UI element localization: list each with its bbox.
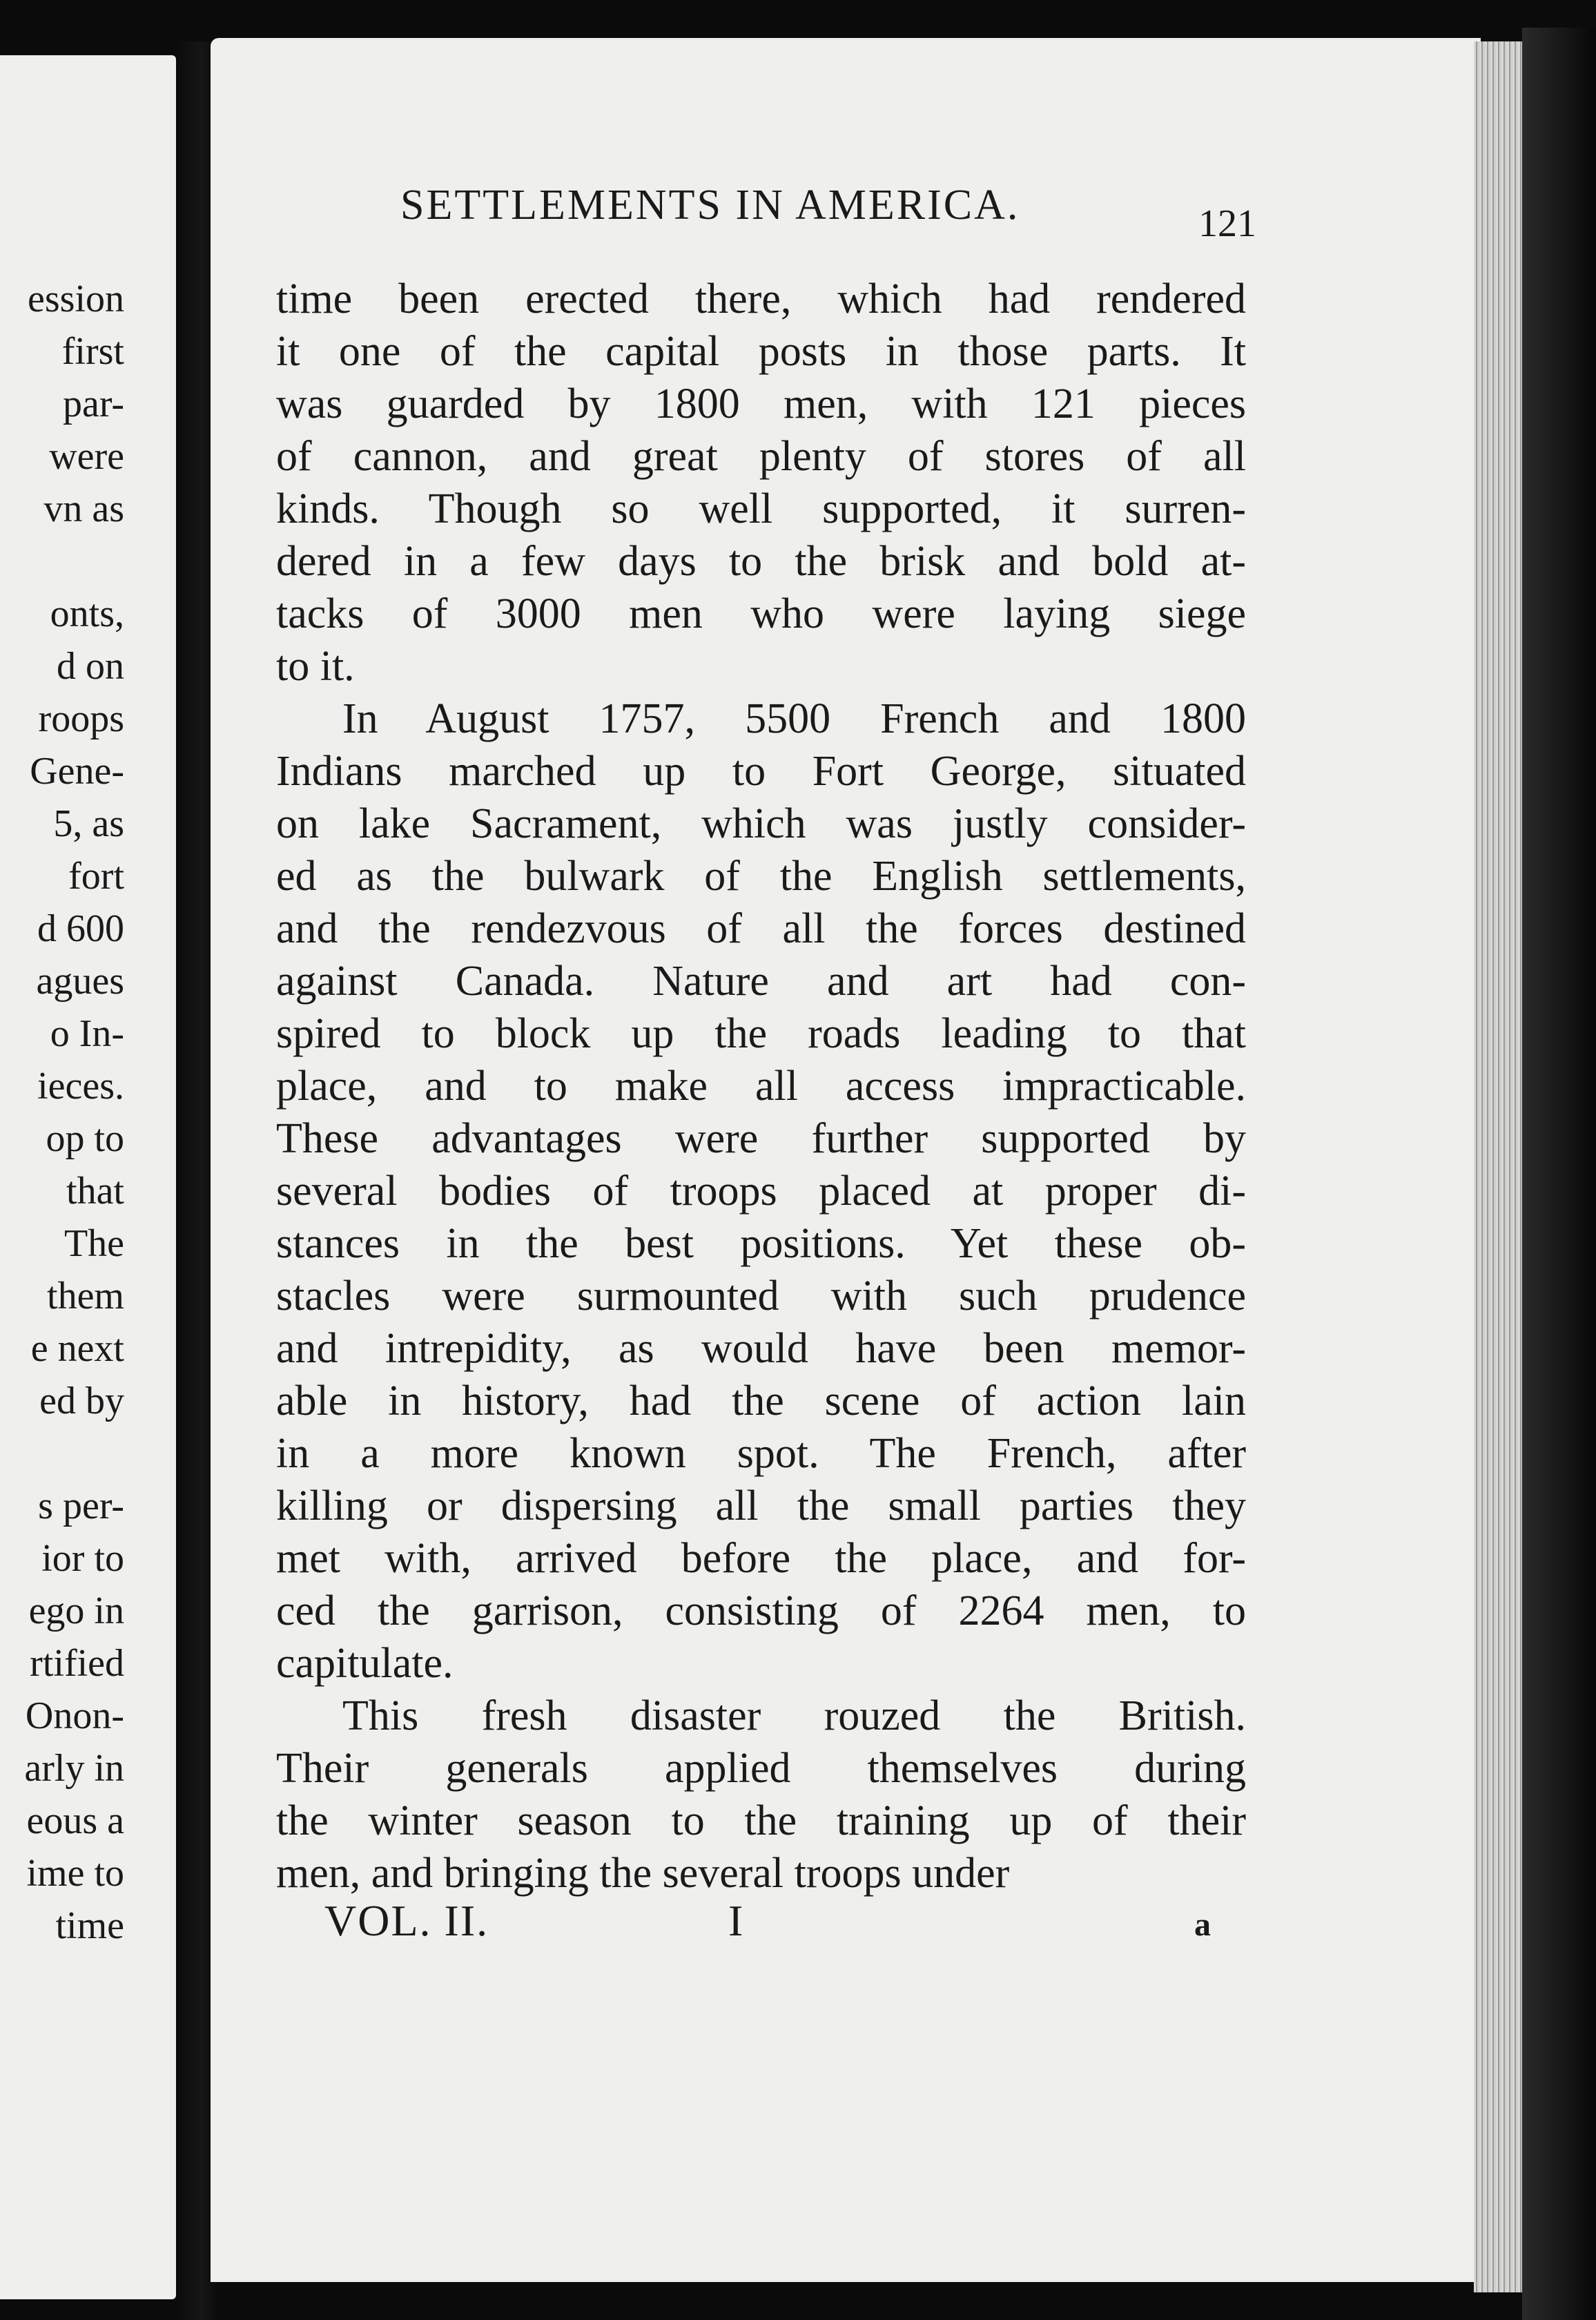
- left-page-line: first: [61, 330, 124, 373]
- text-line: tacks of 3000 men who were laying siege: [276, 590, 1246, 637]
- left-page-line: o In-: [50, 1012, 124, 1055]
- text-line: capitulate.: [276, 1640, 454, 1687]
- text-line: killing or dispersing all the small parties they: [276, 1482, 1246, 1529]
- text-line: kinds. Though so well supported, it surren-: [276, 485, 1246, 532]
- left-page-line: time: [55, 1904, 124, 1947]
- text-line: time been erected there, which had rendered: [276, 276, 1246, 322]
- text-line: was guarded by 1800 men, with 121 pieces: [276, 380, 1246, 427]
- text-line: stances in the best positions. Yet these ob-: [276, 1220, 1246, 1267]
- text-line: able in history, had the scene of action lain: [276, 1378, 1246, 1424]
- left-page-line: s per-: [38, 1485, 124, 1527]
- text-line: of cannon, and great plenty of stores of all: [276, 433, 1246, 480]
- text-line: stacles were surmounted with such prudence: [276, 1273, 1246, 1320]
- page-edges: [1474, 41, 1522, 2292]
- left-page-line: roops: [38, 697, 124, 740]
- left-page-line: d on: [57, 645, 124, 688]
- left-page-line: Gene-: [30, 750, 124, 793]
- left-page-line: were: [49, 435, 124, 478]
- page-number: 121: [1198, 202, 1256, 245]
- text-line: the winter season to the training up of their: [276, 1797, 1246, 1844]
- left-page-line: The: [64, 1222, 124, 1265]
- fore-edge-shadow: [1522, 28, 1596, 2320]
- left-page-line: that: [66, 1170, 124, 1212]
- left-page-line: par-: [62, 383, 124, 425]
- left-page-line: onts,: [50, 592, 124, 635]
- text-line: and intrepidity, as would have been memor-: [276, 1325, 1246, 1372]
- left-page-line: op to: [46, 1117, 124, 1160]
- running-head: SETTLEMENTS IN AMERICA.: [400, 182, 1020, 229]
- left-page-line: ego in: [28, 1589, 124, 1632]
- text-line: it one of the capital posts in those parts. It: [276, 328, 1246, 375]
- left-page-line: them: [47, 1275, 124, 1317]
- left-page-line: rtified: [30, 1642, 124, 1685]
- text-line: Indians marched up to Fort George, situated: [276, 748, 1246, 795]
- body-text: [276, 273, 1246, 1900]
- left-page-line: eous a: [26, 1799, 124, 1842]
- text-line: in a more known spot. The French, after: [276, 1430, 1246, 1477]
- signature-mark: I: [728, 1896, 743, 1945]
- text-line: on lake Sacrament, which was justly consider-: [276, 800, 1246, 847]
- text-line: met with, arrived before the place, and for-: [276, 1535, 1246, 1582]
- left-page-line: agues: [36, 960, 124, 1003]
- left-page-line: ieces.: [37, 1065, 124, 1108]
- volume-label: VOL. II.: [324, 1896, 489, 1945]
- text-line: place, and to make all access impracticable.: [276, 1063, 1246, 1110]
- text-line: This fresh disaster rouzed the British.: [342, 1692, 1246, 1739]
- left-page-line: Onon-: [25, 1694, 124, 1737]
- left-page-line: arly in: [24, 1747, 124, 1790]
- text-line: and the rendezvous of all the forces destined: [276, 905, 1246, 952]
- text-line: spired to block up the roads leading to that: [276, 1010, 1246, 1057]
- left-page-line: ed by: [39, 1380, 124, 1422]
- text-line: against Canada. Nature and art had con-: [276, 958, 1246, 1005]
- left-page-line: e next: [30, 1327, 124, 1370]
- text-line: In August 1757, 5500 French and 1800: [342, 695, 1246, 742]
- text-line: to it.: [276, 643, 355, 690]
- left-page-line: ession: [28, 278, 124, 320]
- text-line: ced the garrison, consisting of 2264 men, to: [276, 1587, 1246, 1634]
- left-page-line: d 600: [37, 907, 124, 950]
- text-line: ed as the bulwark of the English settlements,: [276, 853, 1246, 900]
- left-page-line: ior to: [41, 1537, 124, 1580]
- text-line: men, and bringing the several troops under: [276, 1850, 1010, 1897]
- left-page-line: vn as: [43, 487, 124, 530]
- text-line: These advantages were further supported by: [276, 1115, 1246, 1162]
- catchword: a: [1194, 1906, 1211, 1943]
- text-line: Their generals applied themselves during: [276, 1745, 1246, 1792]
- text-line: several bodies of troops placed at proper di-: [276, 1168, 1246, 1215]
- left-page-line: 5, as: [53, 802, 124, 845]
- left-page-line: fort: [68, 855, 124, 898]
- text-line: dered in a few days to the brisk and bold at-: [276, 538, 1246, 585]
- left-page-line: ime to: [26, 1852, 124, 1895]
